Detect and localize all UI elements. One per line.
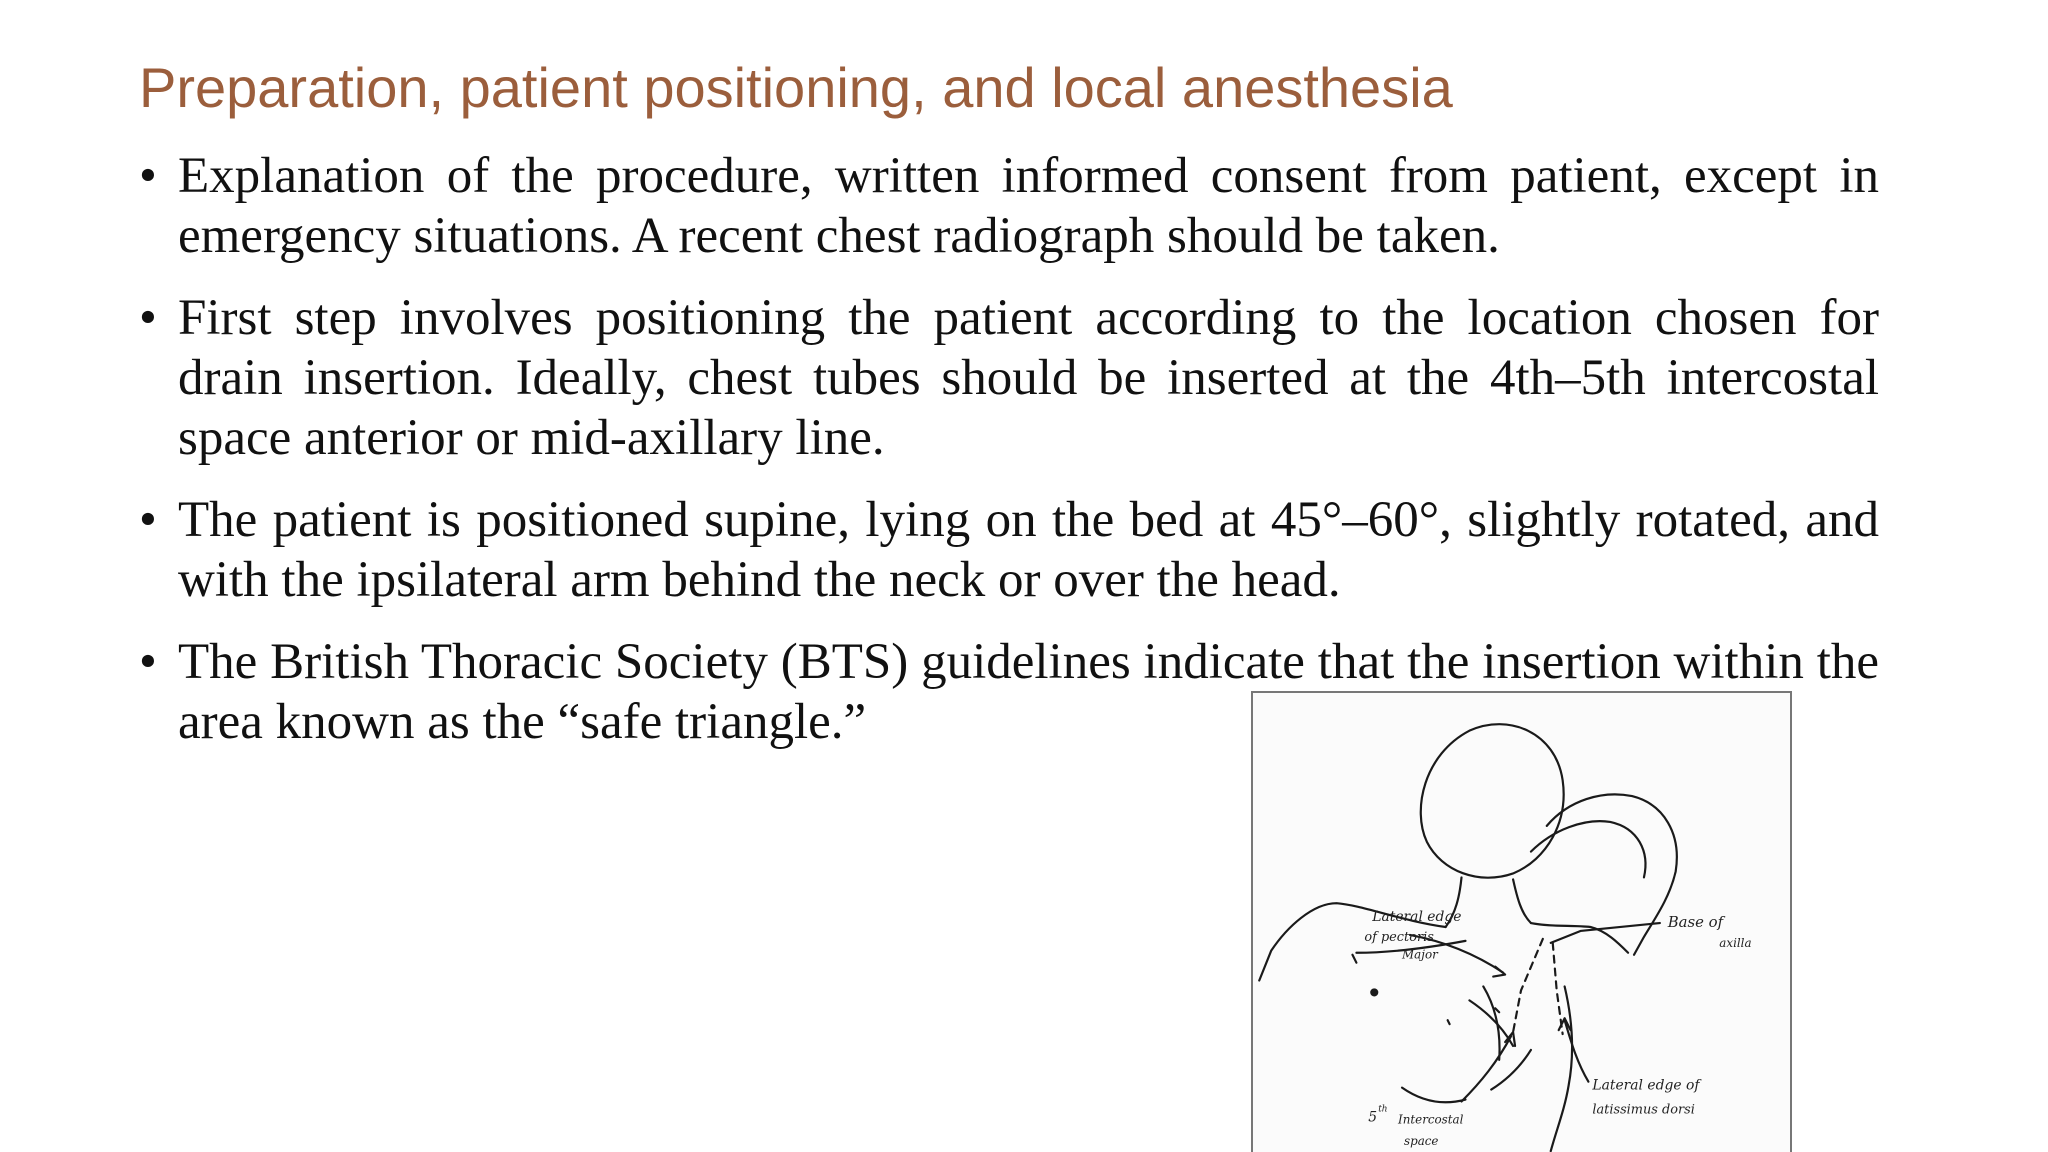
bullet-text: Explanation of the procedure, written informed consent from patient, except in emergency situations. A recent chest radiograph should be taken. [178, 148, 1879, 264]
latissimus-edge-dashed [1553, 943, 1563, 1034]
label-latissimus-1: Lateral edge of [1592, 1077, 1700, 1094]
bullet-marker: • [139, 290, 157, 346]
slide-title: Preparation, patient positioning, and local anesthesia [139, 56, 1453, 119]
bullet-marker: • [139, 634, 157, 690]
raised-arm-outline [1547, 794, 1677, 954]
bullet-list [139, 146, 1879, 774]
sketch-drawing [1253, 693, 1790, 1152]
neck-outline-right [1513, 879, 1531, 923]
bullet-item-positioning [139, 288, 1879, 468]
safe-triangle-sketch [1251, 691, 1792, 1152]
bullet-text: The patient is positioned supine, lying on the bed at 45°–60°, slightly rotated, and with the ipsilateral arm behind the neck or over the head. [178, 492, 1879, 608]
label-pectoralis-2: of pectoris [1364, 929, 1434, 945]
rib-line-3 [1402, 1088, 1465, 1103]
forearm-inner-outline [1531, 821, 1646, 877]
bullet-marker: • [139, 148, 157, 204]
rib-line-2 [1483, 986, 1499, 1059]
bullet-item-consent [139, 146, 1879, 266]
label-intercostal-sup: th [1378, 1104, 1388, 1115]
nipple-mark [1371, 989, 1377, 995]
chest-mark-2 [1448, 1020, 1450, 1024]
latissimus-pointer [1565, 1020, 1589, 1081]
label-intercostal-ordinal: 5 [1368, 1109, 1378, 1126]
flank-outline [1551, 986, 1572, 1151]
bullet-marker: • [139, 492, 157, 548]
label-intercostal-2: space [1404, 1134, 1439, 1149]
label-pectoralis-3: Major [1402, 947, 1438, 962]
bullet-item-supine [139, 490, 1879, 610]
bullet-text: First step involves positioning the patient according to the location chosen for drain insertion. Ideally, chest tubes should be inserted at the 4th–5th intercostal space anterior or mid-axillary line. [178, 290, 1879, 466]
label-pectoralis-1: Lateral edge [1372, 909, 1462, 926]
intercostal-pointer [1462, 1036, 1512, 1101]
label-intercostal-1: Intercostal [1398, 1112, 1464, 1127]
pectoralis-edge-dashed [1513, 939, 1543, 1032]
label-latissimus-2: latissimus dorsi [1592, 1102, 1695, 1118]
head-outline [1421, 724, 1564, 878]
chest-mark-3 [1352, 955, 1356, 963]
bullet-text: The British Thoracic Society (BTS) guidelines indicate that the insertion within the area known as the “safe triangle.” [178, 634, 1879, 750]
label-axilla-1: Base of [1667, 912, 1724, 931]
label-axilla-2: axilla [1719, 935, 1752, 950]
rib-line-4 [1491, 1050, 1531, 1090]
chest-mark-1 [1495, 1008, 1499, 1012]
